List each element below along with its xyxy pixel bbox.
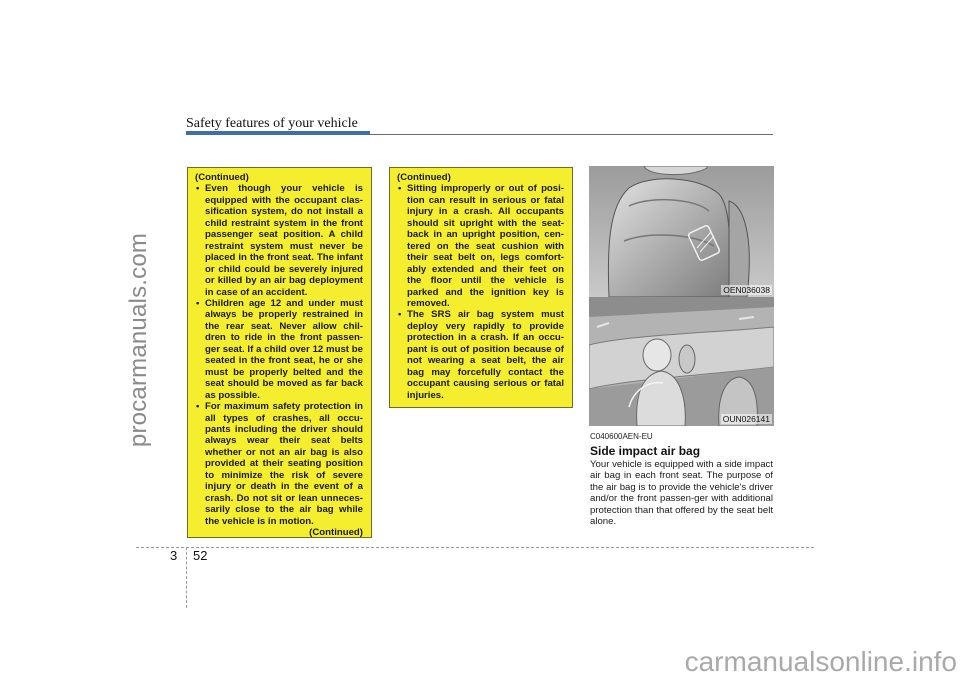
section-body: Your vehicle is equipped with a side impact air bag in each front seat. The purpose of the air bag is to provide the vehicle's driver and/or the front passen-ger with additional protection than that offered by the seat belt alone. (590, 459, 773, 528)
bottom-watermark: carmanualsonline.info (684, 646, 957, 677)
warning-list (397, 183, 564, 401)
warning-item: • Sitting improperly or out of posi-tion can result in serious or fatal injury in a crash. All occupants should sit upright with the seat-back in an upright position, cen-tered on the seat cushion with their seat belt on, legs comfort-ably extended and their feet on the floor until the vehicle is parked and the ignition key is removed. (397, 183, 564, 309)
continued-label: (Continued) (397, 172, 451, 183)
continued-label: (Continued) (195, 172, 249, 183)
chapter-number: 3 (170, 548, 178, 563)
side-watermark: procarmanuals.com (125, 232, 152, 448)
footer-rule (136, 547, 814, 548)
page-header-title: Safety features of your vehicle (186, 116, 358, 131)
seat-airbag-photo (589, 166, 774, 297)
warning-item: • Even though your vehicle is equipped with the occupant clas-sification system, do not install a child restraint system in the front passenger seat position. A child restraint system must never be placed in the front seat. The infant or child could be severely injured or killed by an air bag deployment in case of an accident. (195, 183, 363, 298)
seat-illustration (589, 166, 774, 297)
page-number: 52 (193, 548, 208, 563)
footer-vertical-rule (186, 547, 187, 608)
header-accent-bar (186, 131, 370, 135)
warning-item: • The SRS air bag system must deploy very rapidly to provide protection in a crash. If an occu-pant is out of position because of not wearing a seat belt, the air bag may forcefully contact the occupant causing serious or fatal injuries. (397, 309, 564, 401)
side-airbag-deploy-photo (589, 297, 774, 426)
warning-box-left (187, 167, 372, 538)
airbag-deploy-illustration (589, 297, 774, 426)
warning-item: • For maximum safety protection in all types of crashes, all occu-pants including the driver should always wear their seat belts whether or not an air bag is also provided at their seating position to minimize the risk of severe injury or death in the event of a crash. Do not sit or lean unneces-sarily close to the air bag while the vehicle is in motion. (195, 401, 363, 527)
figure-code: OUN026141 (722, 414, 770, 424)
warning-item: • Children age 12 and under must always be properly restrained in the rear seat. Never allow chil-dren to ride in the front passen-ger seat. If a child over 12 must be seated in the front seat, he or she must be properly belted and the seat should be moved as far back as possible. (195, 298, 363, 401)
figure-code: OEN036038 (723, 285, 770, 295)
continued-label-end: (Continued) (309, 527, 363, 539)
warning-box-middle (389, 167, 573, 408)
section-code: C040600AEN-EU (590, 432, 653, 441)
section-title: Side impact air bag (590, 444, 701, 458)
warning-list (195, 183, 363, 527)
header-rule (370, 134, 773, 135)
